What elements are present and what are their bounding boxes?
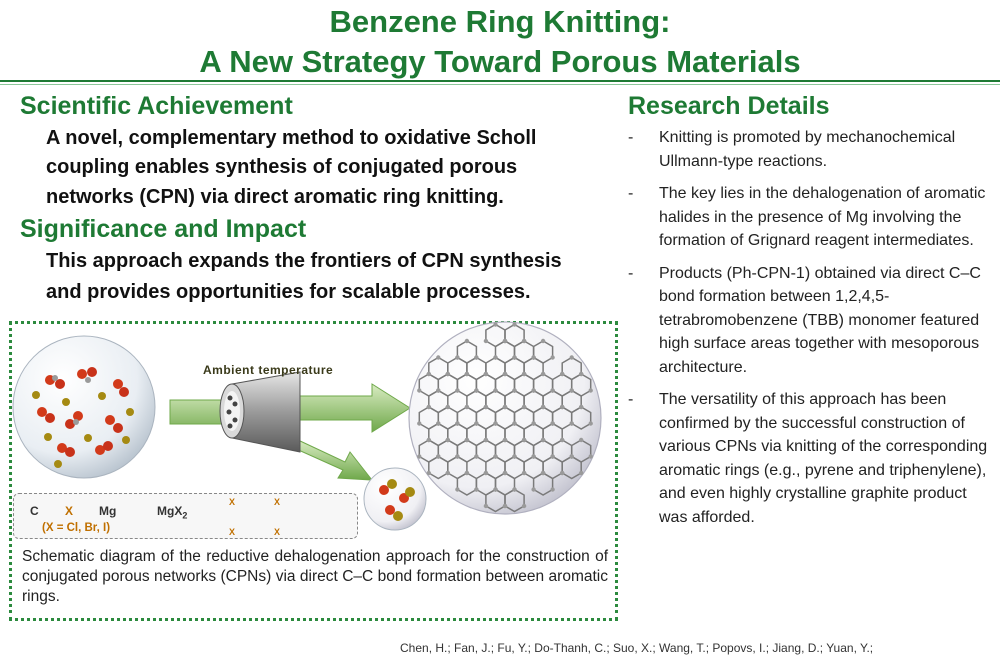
- network-atom: [484, 504, 488, 508]
- legend-x-note: (X = Cl, Br, I): [42, 522, 111, 534]
- network-atom: [570, 421, 574, 425]
- network-atom: [474, 454, 478, 458]
- network-atom: [541, 372, 545, 376]
- network-atom: [503, 504, 507, 508]
- network-atom: [531, 487, 535, 491]
- network-atom: [579, 372, 583, 376]
- bullet-dash: -: [628, 185, 634, 202]
- network-atom: [579, 471, 583, 475]
- network-atom: [436, 421, 440, 425]
- bullet-dash: -: [628, 391, 634, 408]
- network-atom: [512, 454, 516, 458]
- network-atom: [531, 388, 535, 392]
- network-atom: [512, 487, 516, 491]
- network-atom: [465, 438, 469, 442]
- network-atom: [589, 388, 593, 392]
- achievement-line-1: A novel, complementary method to oxidative Scholl: [46, 127, 537, 149]
- network-atom: [436, 454, 440, 458]
- x-mark: X: [229, 527, 236, 537]
- network-atom: [484, 372, 488, 376]
- network-atom: [531, 355, 535, 359]
- network-atom: [427, 372, 431, 376]
- network-atom: [550, 487, 554, 491]
- byproduct-sphere: [364, 468, 426, 530]
- details-item-text: The key lies in the dehalogenation of aromatic halides in the presence of Mg involving the formation of Grignard reagent intermediates.: [659, 185, 986, 249]
- details-item-text: Products (Ph-CPN-1) obtained via direct C–C bond formation between 1,2,4,5-tetrabromobenzene (TBB) monomer featured high surface areas together with mesoporous architecture.: [659, 264, 981, 376]
- network-atom: [541, 471, 545, 475]
- bullet-dash: -: [628, 129, 634, 146]
- network-atom: [570, 355, 574, 359]
- network-atom: [455, 355, 459, 359]
- network-atom: [522, 504, 526, 508]
- network-atom: [541, 339, 545, 343]
- network-atom: [465, 405, 469, 409]
- legend-mg-label: Mg: [99, 504, 117, 518]
- network-atom: [550, 355, 554, 359]
- citation: Chen, H.; Fan, J.; Fu, Y.; Do-Thanh, C.; Suo, X.; Wang, T.; Popovs, I.; Jiang, D.; Yuan, Y.;: [400, 641, 874, 655]
- network-atom: [427, 438, 431, 442]
- network-atom: [512, 355, 516, 359]
- legend-c-label: C: [30, 504, 39, 518]
- network-atom: [474, 421, 478, 425]
- network-atom: [436, 388, 440, 392]
- details-item-text: Knitting is promoted by mechanochemical Ullmann-type reactions.: [659, 129, 956, 170]
- network-atom: [493, 454, 497, 458]
- network-atom: [560, 372, 564, 376]
- network-atom: [493, 487, 497, 491]
- network-atom: [455, 487, 459, 491]
- network-atom: [503, 405, 507, 409]
- network-atom: [550, 454, 554, 458]
- network-atom: [579, 438, 583, 442]
- network-atom: [493, 388, 497, 392]
- achievement-line-2: coupling enables synthesis of conjugated porous: [46, 156, 518, 178]
- network-atom: [446, 471, 450, 475]
- network-atom: [417, 421, 421, 425]
- network-atom: [474, 388, 478, 392]
- network-atom: [541, 438, 545, 442]
- network-atom: [560, 471, 564, 475]
- network-atom: [455, 454, 459, 458]
- ball-mill-jar: [220, 372, 300, 452]
- network-atom: [446, 405, 450, 409]
- network-atom: [484, 438, 488, 442]
- network-atom: [503, 372, 507, 376]
- legend-mgx2-label: MgX$_2$: [157, 504, 188, 521]
- network-atom: [522, 471, 526, 475]
- network-atom: [503, 471, 507, 475]
- network-atom: [570, 454, 574, 458]
- network-atom: [522, 405, 526, 409]
- x-mark: X: [274, 527, 281, 537]
- network-atom: [427, 405, 431, 409]
- network-atom: [417, 388, 421, 392]
- achievement-heading: Scientific Achievement: [20, 92, 293, 120]
- details-item-text: The versatility of this approach has been confirmed by the successful construction of various CPNs via knitting of the corresponding aromatic rings (e.g., pyrene and triphenylene), and even highly crystalline graphite product was afforded.: [659, 391, 988, 526]
- network-atom: [541, 405, 545, 409]
- figure-caption: Schematic diagram of the reductive dehalogenation approach for the construction of conjugated porous networks (CPNs) via direct C–C bond formation between aromatic rings.: [22, 548, 608, 605]
- network-atom: [474, 487, 478, 491]
- product-arrow: [300, 384, 410, 432]
- x-mark: X: [229, 497, 236, 507]
- network-atom: [531, 421, 535, 425]
- network-atom: [579, 405, 583, 409]
- network-atom: [465, 471, 469, 475]
- network-atom: [484, 405, 488, 409]
- network-atom: [531, 454, 535, 458]
- network-atom: [512, 322, 516, 326]
- title-line-2: A New Strategy Toward Porous Materials: [199, 44, 801, 79]
- network-atom: [455, 388, 459, 392]
- network-atom: [522, 372, 526, 376]
- network-atom: [465, 339, 469, 343]
- network-atom: [427, 471, 431, 475]
- network-atom: [455, 421, 459, 425]
- significance-heading: Significance and Impact: [20, 215, 307, 243]
- network-atom: [550, 388, 554, 392]
- network-atom: [503, 339, 507, 343]
- network-atom: [474, 355, 478, 359]
- significance-line-1: This approach expands the frontiers of CPN synthesis: [46, 250, 562, 272]
- network-atom: [560, 438, 564, 442]
- achievement-line-3: networks (CPN) via direct aromatic ring knitting.: [46, 186, 504, 208]
- network-atom: [570, 388, 574, 392]
- network-atom: [512, 421, 516, 425]
- network-atom: [484, 339, 488, 343]
- network-atom: [589, 454, 593, 458]
- network-atom: [503, 438, 507, 442]
- significance-line-2: and provides opportunities for scalable processes.: [46, 281, 531, 303]
- network-atom: [550, 421, 554, 425]
- x-mark: X: [274, 497, 281, 507]
- bullet-dash: -: [628, 264, 634, 282]
- details-heading: Research Details: [628, 92, 830, 120]
- ambient-temperature-label: Ambient temperature: [203, 363, 334, 377]
- network-atom: [417, 454, 421, 458]
- network-atom: [436, 355, 440, 359]
- network-atom: [493, 355, 497, 359]
- network-atom: [493, 421, 497, 425]
- network-atom: [512, 388, 516, 392]
- network-atom: [493, 322, 497, 326]
- network-atom: [522, 339, 526, 343]
- network-atom: [446, 438, 450, 442]
- network-atom: [465, 372, 469, 376]
- reactant-sphere: [13, 336, 155, 478]
- byproduct-arrow: [294, 440, 372, 480]
- network-atom: [589, 421, 593, 425]
- network-atom: [446, 372, 450, 376]
- title-line-1: Benzene Ring Knitting:: [329, 4, 671, 39]
- network-atom: [484, 471, 488, 475]
- network-atom: [522, 438, 526, 442]
- legend-x-label: X: [65, 504, 74, 518]
- network-atom: [560, 405, 564, 409]
